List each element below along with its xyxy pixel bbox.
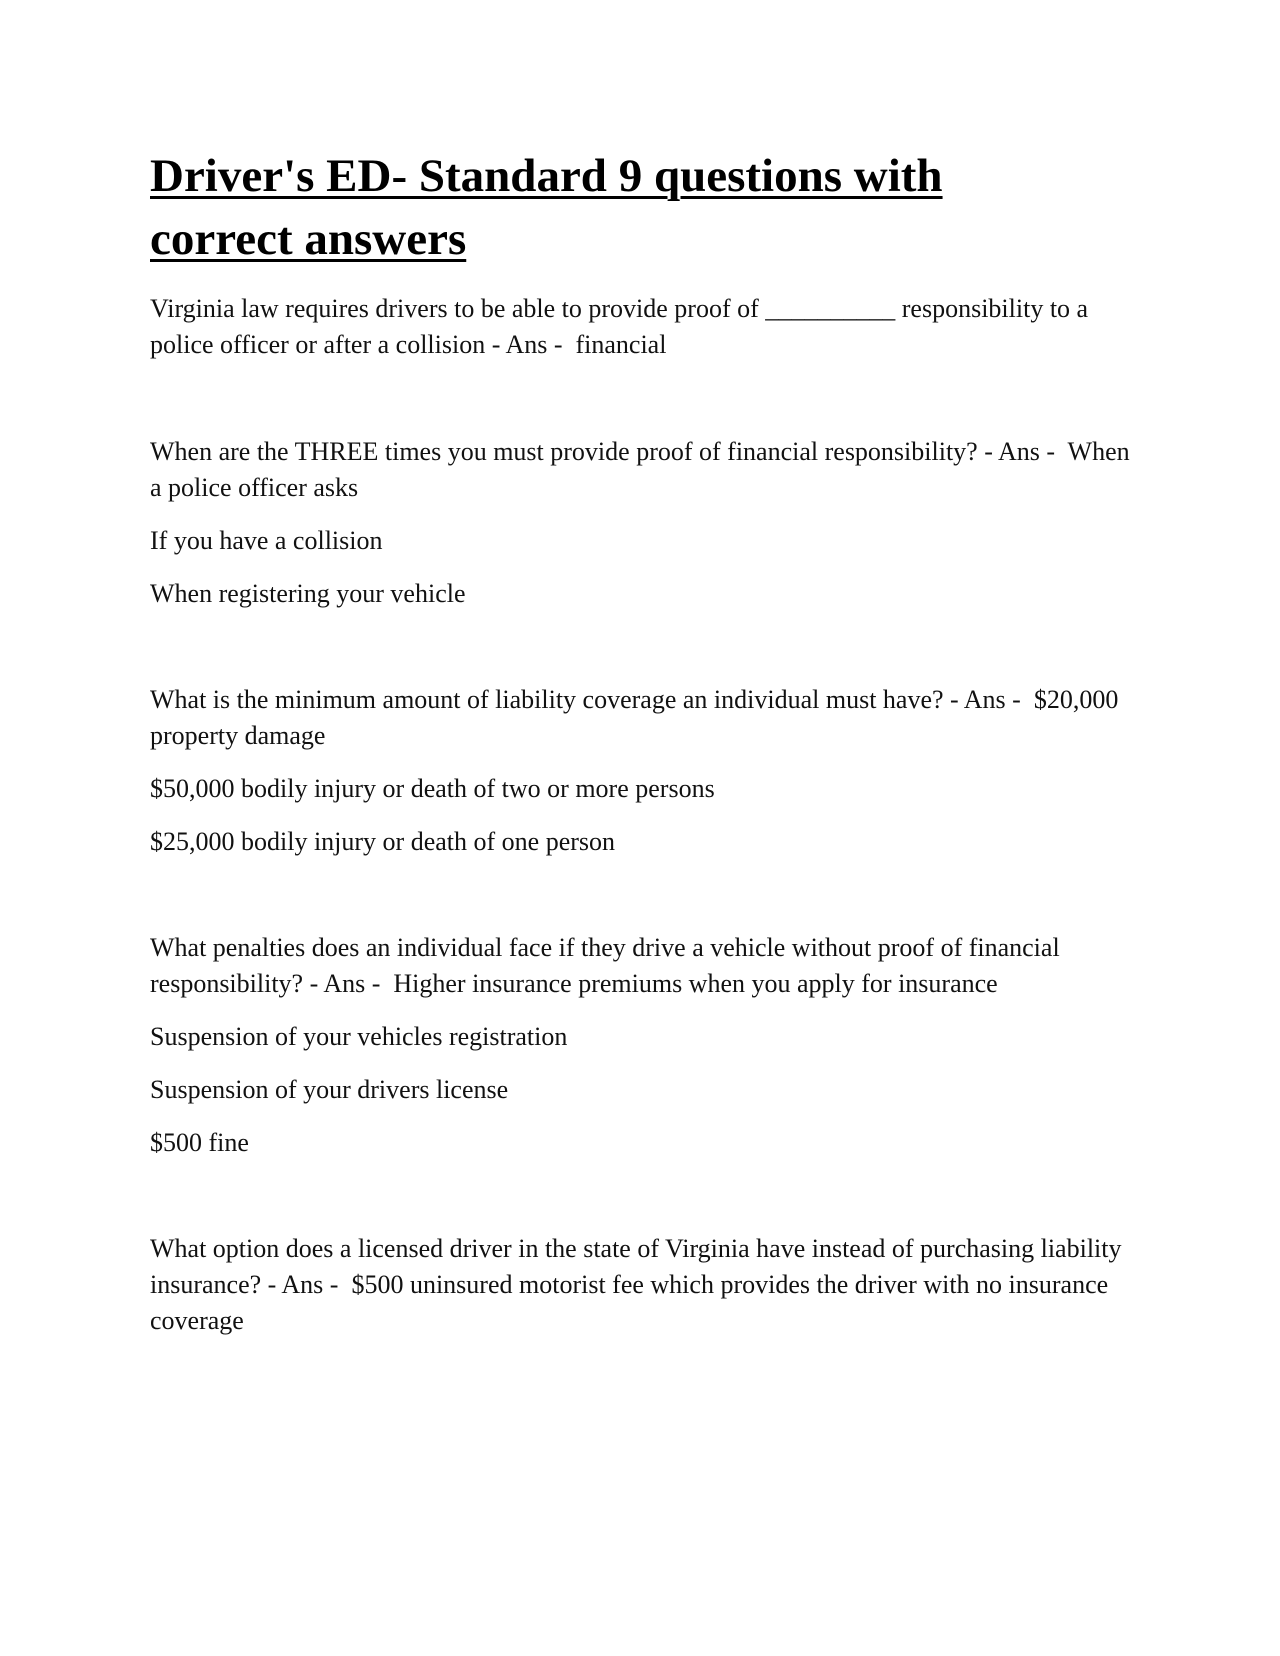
question-text: What option does a licensed driver in the state of Virginia have instead of purchasing liability insurance? bbox=[150, 1234, 1122, 1299]
answer-line: Suspension of your vehicles registration bbox=[150, 1022, 568, 1051]
qa-item bbox=[150, 1231, 1135, 1339]
answer-line: If you have a collision bbox=[150, 526, 383, 555]
answer-line: When registering your vehicle bbox=[150, 579, 466, 608]
qa-item bbox=[150, 434, 1135, 612]
question-answer-text bbox=[150, 682, 1135, 754]
answer-text: When a police officer asks bbox=[150, 437, 1130, 502]
answer-separator: - Ans - bbox=[261, 1270, 352, 1299]
answer-text: $20,000 property damage bbox=[150, 685, 1119, 750]
answer-line: $500 fine bbox=[150, 1128, 249, 1157]
question-text: Virginia law requires drivers to be able to provide proof of __________ responsibility to a police officer or after a collision bbox=[150, 294, 1089, 359]
document-title: Driver's ED- Standard 9 questions with correct answers bbox=[150, 150, 943, 265]
qa-item bbox=[150, 682, 1135, 860]
answer-text: financial bbox=[575, 330, 667, 359]
answer-text: Higher insurance premiums when you apply for insurance bbox=[393, 969, 998, 998]
question-text: When are the THREE times you must provide proof of financial responsibility? bbox=[150, 437, 978, 466]
answer-separator: - Ans - bbox=[943, 685, 1034, 714]
answer-line: $50,000 bodily injury or death of two or more persons bbox=[150, 774, 715, 803]
question-text: What penalties does an individual face if they drive a vehicle without proof of financial responsibility? bbox=[150, 933, 1060, 998]
qa-item bbox=[150, 291, 1135, 363]
answer-separator: - Ans - bbox=[303, 969, 394, 998]
question-answer-text bbox=[150, 434, 1135, 506]
qa-list bbox=[150, 291, 1135, 1339]
document-content bbox=[150, 145, 1135, 1356]
section-gap bbox=[150, 629, 1135, 682]
answer-text: $500 uninsured motorist fee which provides the driver with no insurance coverage bbox=[150, 1270, 1109, 1335]
question-answer-text bbox=[150, 930, 1135, 1002]
section-gap bbox=[150, 380, 1135, 434]
answer-line: $25,000 bodily injury or death of one person bbox=[150, 827, 616, 856]
answer-line: Suspension of your drivers license bbox=[150, 1075, 509, 1104]
section-gap bbox=[150, 877, 1135, 930]
answer-separator: - Ans - bbox=[485, 330, 576, 359]
question-answer-text bbox=[150, 1231, 1135, 1339]
section-gap bbox=[150, 1178, 1135, 1231]
question-answer-text bbox=[150, 291, 1135, 363]
answer-separator: - Ans - bbox=[977, 437, 1068, 466]
qa-item bbox=[150, 930, 1135, 1161]
question-text: What is the minimum amount of liability coverage an individual must have? bbox=[150, 685, 944, 714]
